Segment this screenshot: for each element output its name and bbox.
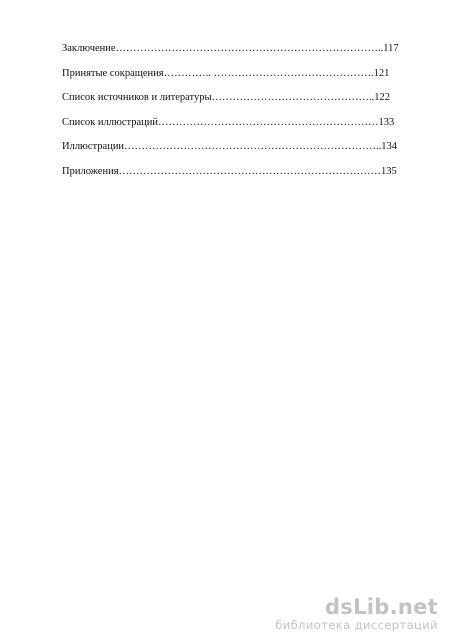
table-of-contents — [62, 42, 407, 189]
toc-entry-abbreviations: Принятые сокращения………….. ……………………………………….121 — [62, 67, 390, 79]
toc-entry-list-of-illustrations: Список иллюстраций………………………………………………………133 — [62, 116, 395, 128]
toc-entry-sources-literature: Список источников и литературы………………………………………..122 — [62, 92, 391, 103]
watermark-logo: dsLib.net — [324, 595, 438, 619]
toc-entry-conclusion: Заключение…………………………………………………………………..117 — [62, 43, 399, 54]
watermark — [275, 596, 438, 632]
toc-entry-illustrations: Иллюстрации………………………………………………………………..134 — [62, 141, 398, 152]
watermark-caption: библиотека диссертаций — [275, 618, 438, 632]
toc-entry-appendices: Приложения…………………………………………………………………135 — [62, 165, 397, 177]
